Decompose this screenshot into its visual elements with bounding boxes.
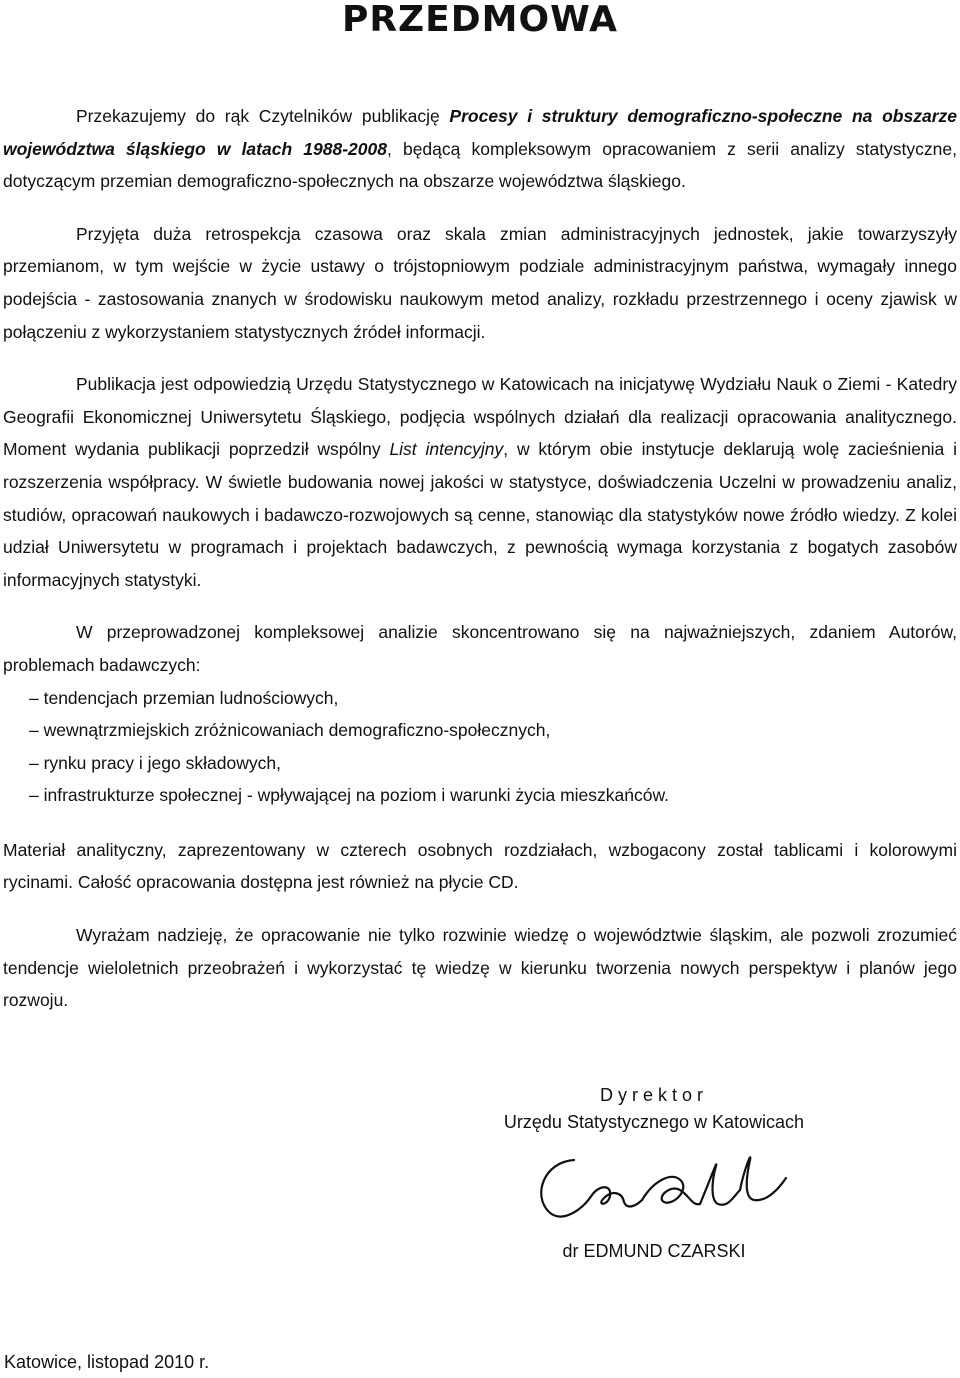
paragraph-material: Materiał analityczny, zaprezentowany w czterech osobnych rozdziałach, wzbogacony został tablicami i kolorowymi rycinami. Całość opracowania dostępna jest również na płycie CD.: [3, 839, 957, 893]
research-problems-list: [3, 682, 957, 812]
paragraph-problems-intro: W przeprowadzonej kompleksowej analizie skoncentrowano się na najważniejszych, zdaniem Autorów, problemach badawczych:: [3, 622, 957, 675]
signatory-office: Urzędu Statystycznego w Katowicach: [503, 1112, 805, 1132]
signatory-name: dr EDMUND CZARSKI: [562, 1241, 746, 1261]
paragraph-cooperation: [3, 368, 957, 596]
handwritten-signature: [504, 1140, 804, 1230]
paragraph-intro: [3, 100, 957, 198]
list-item: – tendencjach przemian ludnościowych,: [29, 682, 957, 715]
intro-text-end: , będącą kompleksowym opracowaniem z serii analizy statystyczne, dotyczącym przemian demograficzno-społecznych na obszarze województwa śląskiego.: [3, 138, 957, 192]
publication-title: Procesy i struktury demograficzno-społeczne na obszarze województwa śląskiego w latach 1988-2008: [3, 106, 957, 159]
preface-body: [3, 100, 957, 1037]
list-item: – wewnątrzmiejskich zróżnicowaniach demograficzno-społecznych,: [29, 714, 957, 747]
intro-text-start: Przekazujemy do rąk Czytelników publikację: [76, 106, 450, 126]
paragraph-closing: Wyrażam nadzieję, że opracowanie nie tylko rozwinie wiedzę o województwie śląskim, ale pozwoli zrozumieć tendencje wieloletnich przeobrażeń i wykorzystać tę wiedzę w kierunku tworzenia nowych perspektyw i planów jego rozwoju.: [3, 925, 957, 1011]
paragraph-methodology: Przyjęta duża retrospekcja czasowa oraz skala zmian administracyjnych jednostek, jakie towarzyszyły przemianom, w tym wejście w życie ustawy o trójstopniowym podziale administracyjnym państwa, wymagały innego podejścia - zastosowania znanych w środowisku naukowym metod analizy, rozkładu przestrzennego i oceny zjawisk w połączeniu z wykorzystaniem statystycznych źródeł informacji.: [3, 223, 957, 342]
list-item: – rynku pracy i jego składowych,: [29, 747, 957, 780]
page-title: PRZEDMOWA: [341, 0, 619, 40]
cooperation-text-end: , w którym obie instytucje deklarują wolę zacieśnienia i rozszerzenia współpracy. W świetle budowania nowej jakości w statystyce, doświadczenia Uczelni w prowadzeniu analiz, studiów, opracowań naukowych i badawczo-rozwojowych są cenne, stanowiąc dla statystyków nowe źródło wiedzy. Z kolei udział Uniwersytetu w programach i projektach badawczych, z pewnością wymaga korzystania z bogatych zasobów informacyjnych statystyki.: [3, 439, 957, 590]
list-item: – infrastrukturze społecznej - wpływającej na poziom i warunki życia mieszkańców.: [29, 779, 957, 812]
signatory-title: Dyrektor: [599, 1085, 708, 1105]
cooperation-text-start: Publikacja jest odpowiedzią Urzędu Statystycznego w Katowicach na inicjatywę Wydziału Nauk o Ziemi - Katedry Geografii Ekonomicznej Uniwersytetu Śląskiego, podjęcia wspólnych działań dla realizacji opracowania analitycznego. Moment wydania publikacji poprzedził wspólny: [3, 374, 957, 460]
letter-of-intent-title: List intencyjny: [389, 439, 504, 460]
signature-block: [478, 1080, 830, 1264]
place-and-date: Katowice, listopad 2010 r.: [4, 1352, 210, 1372]
